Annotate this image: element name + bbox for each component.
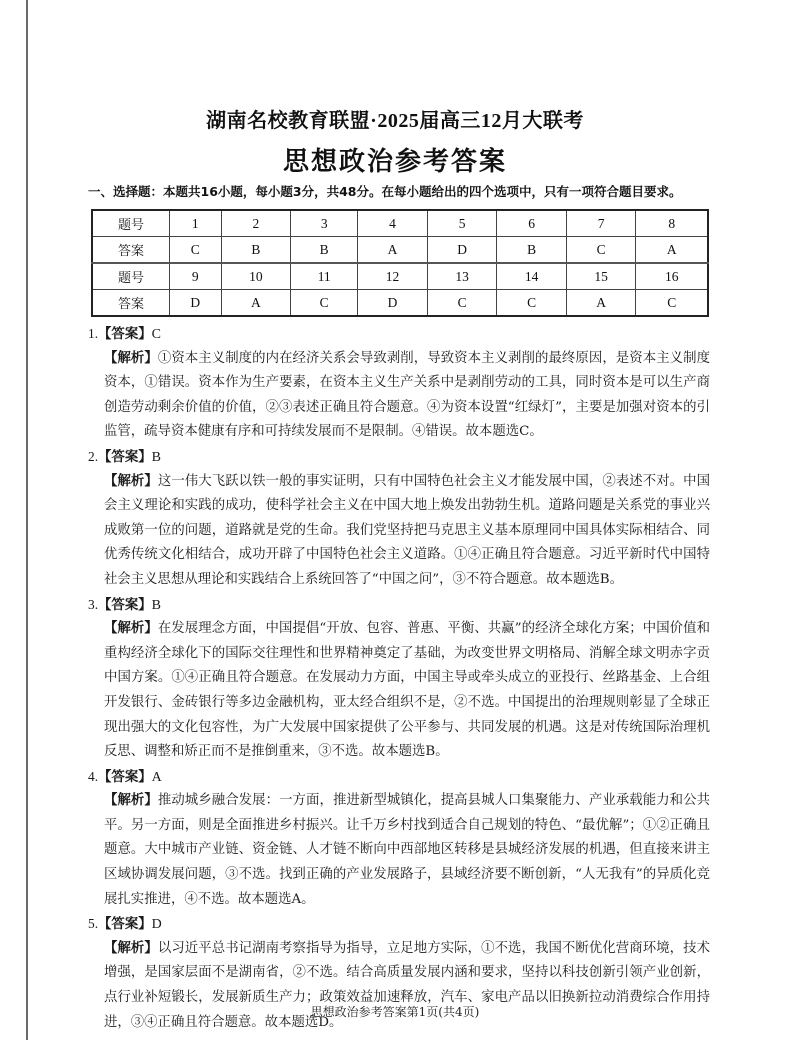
- question-number-cell: 15: [566, 263, 636, 290]
- analysis-line: [88, 420, 710, 445]
- analysis-text: 平。另一方面，则是全面推进乡村振兴。让千万乡村找到适合自己规划的特色、“最优解”；①②正确且: [104, 817, 710, 833]
- analysis-text: 创造劳动剩余价值的价值，②③表述正确且符合题意。④为资本设置“红绿灯”，主要是加强对资本的引: [104, 399, 710, 415]
- document-title: 思想政治参考答案: [282, 147, 507, 177]
- question-number-cell: 12: [358, 263, 428, 290]
- answer-cell: D: [170, 290, 222, 317]
- analysis-text: 区域协调发展问题，③不选。找到正确的产业发展路子，县域经济要不断创新，“人无我有”的异质化竞: [104, 867, 710, 883]
- question-number-row: [92, 210, 708, 237]
- analysis-line: [88, 740, 710, 765]
- answer-row: [92, 290, 708, 317]
- analysis-line: [88, 371, 710, 396]
- answer-cell: A: [221, 290, 291, 317]
- answer-cell: C: [170, 237, 222, 264]
- analysis-tag: 【解析】: [104, 940, 158, 956]
- question-number-cell: 10: [221, 263, 291, 290]
- question-answer: A: [151, 769, 162, 785]
- analysis-text: 展扎实推进，④不选。故本题选A。: [104, 891, 315, 907]
- answer-label: 答案: [92, 237, 170, 264]
- question-number-cell: 5: [427, 210, 497, 237]
- answer-cell: C: [291, 290, 358, 317]
- answer-tag: 【答案】: [98, 769, 152, 785]
- question-number-cell: 14: [497, 263, 567, 290]
- analysis-text: 点行业补短锻长，发展新质生产力；政策效益加速释放，汽车、家电产品以旧换新拉动消费综合作用持: [104, 990, 710, 1006]
- analysis-line: [88, 888, 710, 913]
- question-answer-heading: [88, 593, 710, 618]
- answer-cell: C: [636, 290, 708, 317]
- question-block: [88, 445, 710, 593]
- answer-cell: D: [427, 237, 497, 264]
- exam-title: 湖南名校教育联盟·2025届高三12月大联考: [206, 110, 584, 132]
- analysis-text: 推动城乡融合发展：一方面，推进新型城镇化，提高县城人口集聚能力、产业承载能力和公共: [157, 793, 710, 809]
- analysis-tag: 【解析】: [104, 621, 158, 637]
- question-number: 3.: [88, 596, 99, 612]
- question-block: [88, 322, 710, 445]
- analysis-first-line: [88, 617, 710, 642]
- question-answer: D: [151, 917, 162, 933]
- question-number-label: 题号: [92, 210, 170, 237]
- question-number-cell: 13: [427, 263, 497, 290]
- answer-cell: A: [566, 290, 636, 317]
- answer-tag: 【答案】: [98, 327, 152, 342]
- analysis-tag: 【解析】: [104, 793, 158, 809]
- analysis-text: ①资本主义制度的内在经济关系会导致剥削，导致资本主义剥削的最终原因，是资本主义制度: [157, 350, 710, 366]
- analysis-text: 反思、调整和矫正而不是推倒重来，③不选。故本题选B。: [104, 744, 449, 760]
- answer-label: 答案: [92, 290, 170, 317]
- analysis-first-line: [88, 470, 710, 495]
- analysis-line: [88, 691, 710, 716]
- answer-cell: A: [358, 237, 428, 264]
- analysis-line: [88, 961, 710, 986]
- analysis-tag: 【解析】: [104, 350, 158, 366]
- analysis-text: 资本，①错误。资本作为生产要素，在资本主义生产关系中是剥削劳动的工具，同时资本是可以生产商: [104, 375, 710, 391]
- answer-cell: C: [497, 290, 567, 317]
- question-answer-heading: [88, 912, 710, 937]
- analysis-text: 中国方案。①④正确且符合题意。在发展动力方面，中国主导或牵头成立的亚投行、丝路基金、上合组: [104, 670, 710, 686]
- question-answer-heading: [88, 322, 710, 347]
- question-number-row: [92, 263, 708, 290]
- question-answer-heading: [88, 445, 710, 470]
- question-number: 2.: [88, 448, 99, 464]
- question-number-cell: 4: [358, 210, 428, 237]
- question-number-cell: 6: [497, 210, 567, 237]
- question-number: 4.: [88, 768, 99, 784]
- analysis-text: 现出强大的文化包容性，为广大发展中国家提供了公平参与、共同发展的机遇。这是对传统国际治理机: [104, 719, 710, 735]
- analysis-line: [88, 863, 710, 888]
- analysis-text: 进，③④正确且符合题意。故本题选D。: [104, 1014, 343, 1030]
- analysis-line: [88, 494, 710, 519]
- analysis-text: 在发展理念方面，中国提倡“开放、包容、普惠、平衡、共赢”的经济全球化方案；中国价值和: [157, 621, 710, 637]
- analysis-line: [88, 396, 710, 421]
- analysis-text: 社会主义思想从理论和实践结合上系统回答了“中国之问”，③不符合题意。故本题选B。: [104, 571, 623, 587]
- answer-tag: 【答案】: [98, 917, 152, 933]
- analysis-first-line: [88, 347, 710, 372]
- question-number-cell: 2: [221, 210, 291, 237]
- analysis-text: 重构经济全球化下的国际交往理性和世界精神奠定了基础，为改变世界文明格局、消解全球文明赤字贡: [104, 645, 710, 661]
- question-number-cell: 11: [291, 263, 358, 290]
- analysis-line: [88, 838, 710, 863]
- answer-cell: B: [221, 237, 291, 264]
- page-footer: 思想政治参考答案第1页(共4页): [310, 1005, 480, 1019]
- question-number-cell: 1: [170, 210, 222, 237]
- answer-cell: C: [427, 290, 497, 317]
- analysis-text: 这一伟大飞跃以铁一般的事实证明，只有中国特色社会主义才能发展中国，②表述不对。中国: [157, 473, 710, 489]
- analysis-first-line: [88, 789, 710, 814]
- analysis-first-line: [88, 937, 710, 962]
- question-number-cell: 3: [291, 210, 358, 237]
- analysis-text: 会主义理论和实践的成功，使科学社会主义在中国大地上焕发出勃勃生机。道路问题是关系党的事业兴: [104, 498, 710, 514]
- question-number: 5.: [88, 916, 99, 932]
- answer-cell: D: [358, 290, 428, 317]
- analysis-line: [88, 666, 710, 691]
- question-number-cell: 8: [636, 210, 708, 237]
- analysis-line: [88, 543, 710, 568]
- answer-row: [92, 237, 708, 264]
- analysis-text: 成败第一位的问题，道路就是党的生命。我们党坚持把马克思主义基本原理同中国具体实际相结合、同: [104, 522, 710, 538]
- answer-cell: B: [291, 237, 358, 264]
- analysis-line: [88, 642, 710, 667]
- question-answer-heading: [88, 765, 710, 790]
- analysis-line: [88, 568, 710, 593]
- analysis-text: 以习近平总书记湖南考察指导为指导，立足地方实际，①不选，我国不断优化营商环境，技术: [157, 940, 710, 956]
- question-answer: B: [151, 449, 161, 465]
- question-number-cell: 9: [170, 263, 222, 290]
- answer-table: [91, 209, 709, 317]
- answer-tag: 【答案】: [98, 449, 152, 465]
- question-number-cell: 7: [566, 210, 636, 237]
- analysis-text: 优秀传统文化相结合，成功开辟了中国特色社会主义道路。①④正确且符合题意。习近平新时代中国特: [104, 547, 710, 563]
- question-number-cell: 16: [636, 263, 708, 290]
- analysis-text: 开发银行、金砖银行等多边金融机构，亚太经合组织不是，②不选。中国提出的治理规则彰显了全球正: [104, 694, 710, 710]
- question-block: [88, 593, 710, 765]
- answer-cell: B: [497, 237, 567, 264]
- answer-cell: C: [566, 237, 636, 264]
- analysis-tag: 【解析】: [104, 473, 158, 489]
- question-number-label: 题号: [92, 263, 170, 290]
- analysis-line: [88, 519, 710, 544]
- analysis-line: [88, 814, 710, 839]
- answer-cell: A: [636, 237, 708, 264]
- analysis-text: 题意。大中城市产业链、资金链、人才链不断向中西部地区转移是县城经济发展的机遇，但直接来讲主: [104, 842, 710, 858]
- question-block: [88, 765, 710, 913]
- answer-tag: 【答案】: [98, 597, 152, 613]
- question-number: 1.: [88, 326, 99, 341]
- question-answer: C: [151, 327, 161, 342]
- question-answer: B: [151, 597, 161, 613]
- analysis-line: [88, 716, 710, 741]
- section-instruction: 一、选择题：本题共16小题，每小题3分，共48分。在每小题给出的四个选项中，只有一项符合题目要求。: [88, 184, 682, 199]
- answer-explanations: [88, 322, 710, 1035]
- analysis-text: 监管，疏导资本健康有序和可持续发展而不是限制。④错误。故本题选C。: [104, 424, 543, 440]
- analysis-text: 增强，是国家层面不是湖南省，②不选。结合高质量发展内涵和要求，坚持以科技创新引领产业创新，: [104, 965, 710, 981]
